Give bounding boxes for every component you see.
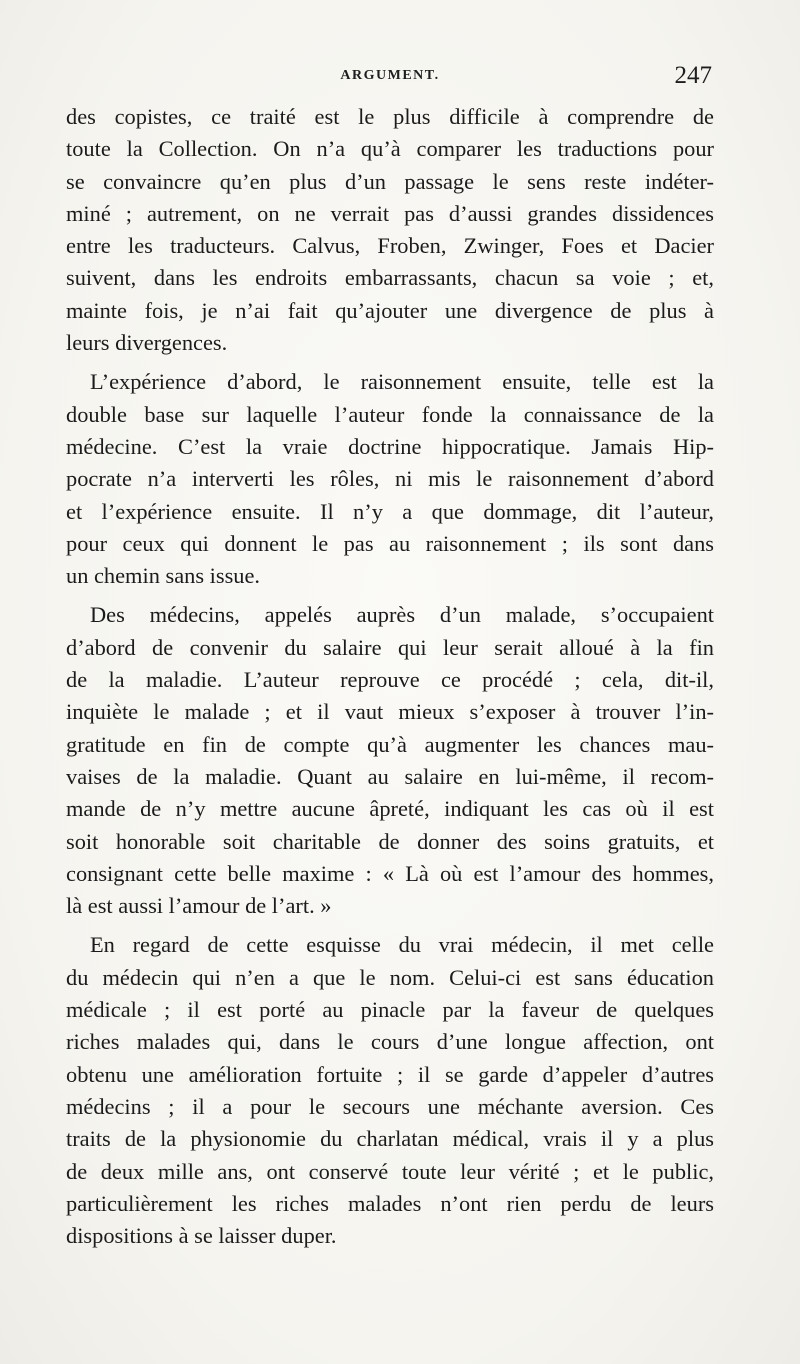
paragraph: [66, 366, 714, 592]
text-line: là est aussi l’amour de l’art. »: [66, 893, 332, 919]
paragraph: [66, 101, 714, 359]
text-line: de deux mille ans, ont conservé toute leur vérité ; et le public,: [66, 1158, 714, 1184]
text-line: En regard de cette esquisse du vrai médecin, il met celle: [90, 932, 714, 958]
text-line: entre les traducteurs. Calvus, Froben, Zwinger, Foes et Dacier: [66, 233, 714, 259]
text-line: des copistes, ce traité est le plus difficile à comprendre de: [66, 104, 714, 129]
text-line: médecins ; il a pour le secours une méchante aversion. Ces: [66, 1093, 714, 1119]
paragraph: [66, 599, 714, 922]
text-line: dispositions à se laisser duper.: [66, 1223, 337, 1249]
running-head: ARGUMENT.: [340, 68, 440, 83]
text-line: vaises de la maladie. Quant au salaire en lui-même, il recom-: [66, 763, 714, 789]
text-line: inquiète le malade ; et il vaut mieux s’exposer à trouver l’in-: [66, 699, 714, 725]
text-line: double base sur laquelle l’auteur fonde la connaissance de la: [66, 401, 714, 427]
text-line: pour ceux qui donnent le pas au raisonnement ; ils sont dans: [66, 530, 714, 556]
text-line: riches malades qui, dans le cours d’une longue affection, ont: [66, 1029, 714, 1055]
text-line: soit honorable soit charitable de donner des soins gratuits, et: [66, 828, 714, 854]
text-line: et l’expérience ensuite. Il n’y a que dommage, dit l’auteur,: [66, 498, 714, 524]
text-line: médicale ; il est porté au pinacle par la faveur de quelques: [66, 997, 714, 1023]
text-line: toute la Collection. On n’a qu’à comparer les traductions pour: [66, 136, 714, 162]
text-line: un chemin sans issue.: [66, 563, 261, 589]
text-line: gratitude en fin de compte qu’à augmenter les chances mau-: [66, 731, 714, 757]
text-line: mainte fois, je n’ai fait qu’ajouter une divergence de plus à: [66, 297, 714, 323]
text-line: de la maladie. L’auteur reprouve ce procédé ; cela, dit-il,: [66, 667, 714, 693]
text-line: mande de n’y mettre aucune âpreté, indiquant les cas où il est: [66, 796, 714, 822]
text-line: du médecin qui n’en a que le nom. Celui-ci est sans éducation: [66, 964, 714, 990]
text-line: obtenu une amélioration fortuite ; il se garde d’appeler d’autres: [66, 1061, 714, 1087]
text-line: pocrate n’a interverti les rôles, ni mis le raisonnement d’abord: [66, 466, 714, 492]
text-line: traits de la physionomie du charlatan médical, vrais il y a plus: [66, 1126, 714, 1152]
text-line: suivent, dans les endroits embarrassants, chacun sa voie ; et,: [66, 265, 714, 291]
body-text: [66, 101, 714, 1259]
text-line: leurs divergences.: [66, 330, 228, 356]
paragraph: [66, 929, 714, 1252]
text-line: d’abord de convenir du salaire qui leur serait alloué à la fin: [66, 634, 714, 660]
text-line: médecine. C’est la vraie doctrine hippocratique. Jamais Hip-: [66, 433, 714, 459]
text-line: se convaincre qu’en plus d’un passage le sens reste indéter-: [66, 168, 714, 194]
text-line: consignant cette belle maxime : « Là où est l’amour des hommes,: [66, 860, 714, 886]
text-line: particulièrement les riches malades n’ont rien perdu de leurs: [66, 1190, 714, 1216]
page-header: [66, 62, 714, 92]
text-line: Des médecins, appelés auprès d’un malade, s’occupaient: [90, 602, 714, 628]
page-number: 247: [674, 62, 712, 89]
text-line: miné ; autrement, on ne verrait pas d’aussi grandes dissidences: [66, 200, 714, 226]
text-line: L’expérience d’abord, le raisonnement ensuite, telle est la: [90, 369, 714, 395]
